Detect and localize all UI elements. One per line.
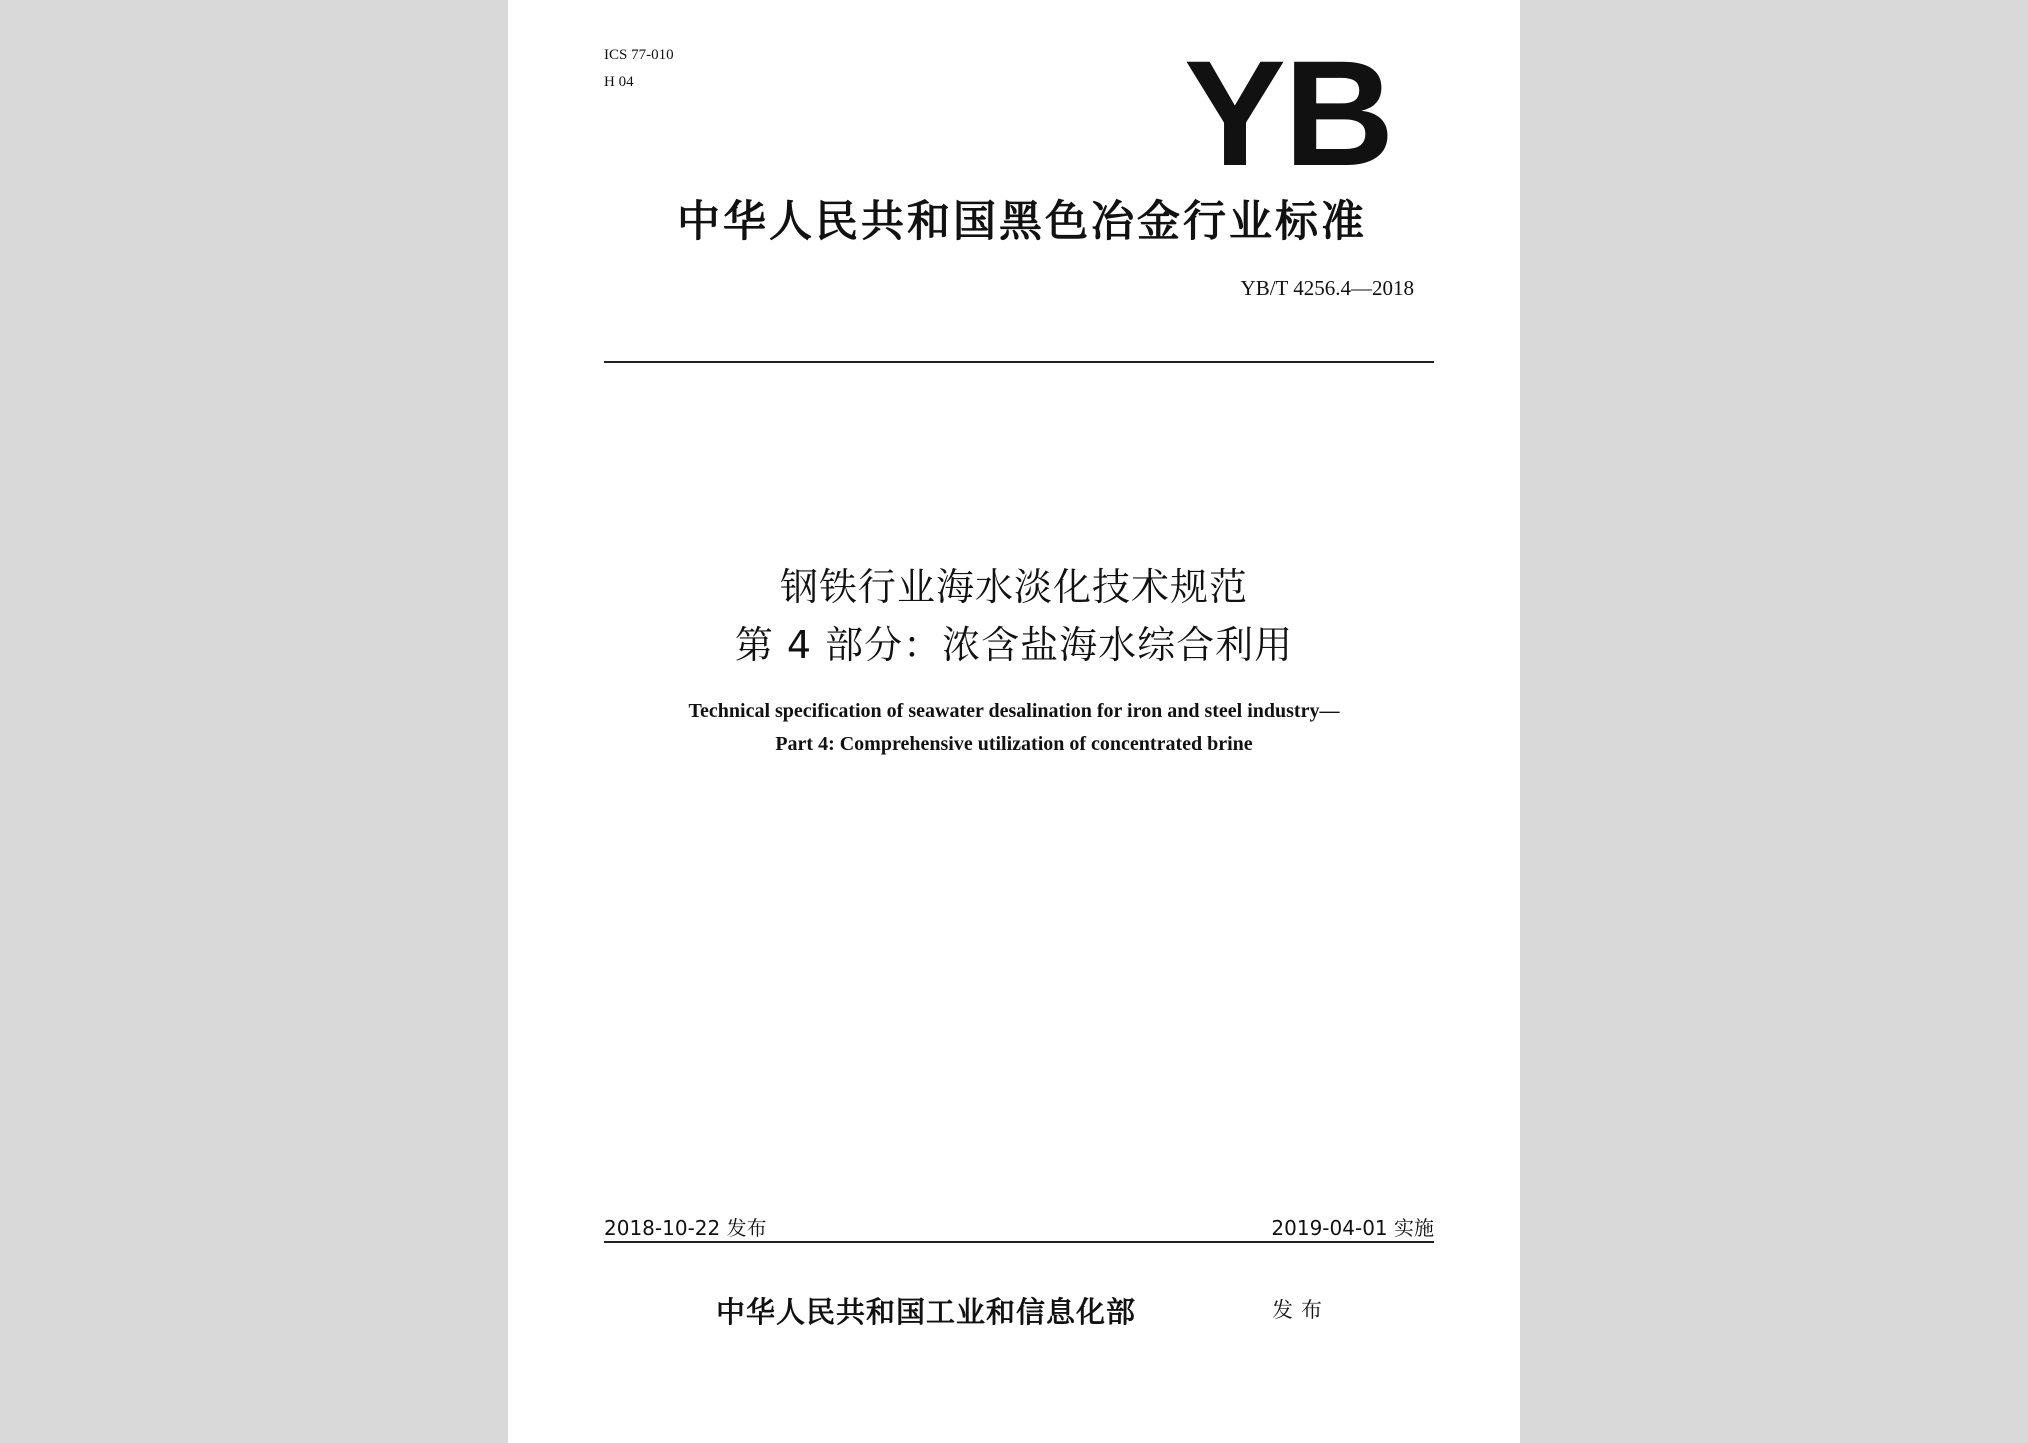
issue-label: 发布 [1272,1298,1330,1322]
yb-logo: YB [1183,29,1392,197]
bottom-divider [604,1241,1434,1243]
document-page [508,0,1520,1443]
issuing-authority: 中华人民共和国工业和信息化部 [716,1295,1137,1329]
ics-code: ICS 77-010 [604,47,674,63]
top-divider [604,361,1434,363]
standard-number: YB/T 4256.4—2018 [1240,276,1414,300]
chinese-title-line-1: 钢铁行业海水淡化技术规范 [779,565,1248,609]
chinese-title-line-2: 第 4 部分：浓含盐海水综合利用 [734,623,1294,667]
standard-category-title: 中华人民共和国黑色冶金行业标准 [677,197,1367,247]
issue-date: 2018-10-22 发布 [604,1216,767,1240]
english-title-line-2: Part 4: Comprehensive utilization of concentrated brine [775,733,1253,755]
implementation-date: 2019-04-01 实施 [1271,1216,1434,1240]
english-title-line-1: Technical specification of seawater desalination for iron and steel industry— [688,700,1340,722]
ccs-code: H 04 [604,74,634,90]
